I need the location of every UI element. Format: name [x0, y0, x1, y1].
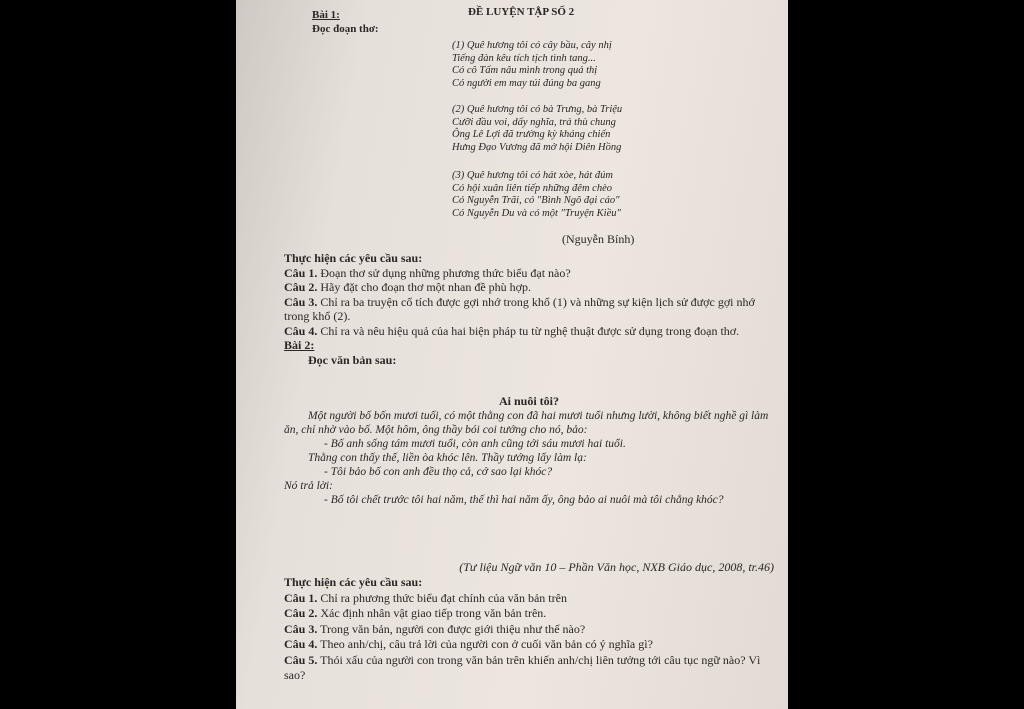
question-4: Câu 4. Theo anh/chị, câu trả lời của người con ở cuối văn bản có ý nghĩa gì?	[284, 637, 653, 651]
poem-line: Cưỡi đầu voi, dấy nghĩa, trả thù chung	[452, 116, 616, 128]
question-4: Câu 4. Chỉ ra và nêu hiệu quả của hai biện pháp tu từ nghệ thuật được sử dụng trong đoạn thơ.	[284, 323, 740, 338]
poem-line: Có hội xuân liên tiếp những đêm chèo	[452, 182, 612, 194]
question-3: Câu 3. Chỉ ra ba truyện cổ tích được gợi nhớ trong khổ (1) và những sự kiện lịch sử được gợi nhớ trong khổ (2).	[284, 294, 755, 323]
question-3: Câu 3. Trong văn bản, người con được giới thiệu như thế nào?	[284, 621, 586, 636]
requirements-heading: Thực hiện các yêu cầu sau:	[284, 251, 423, 265]
poem-stanza-1	[452, 40, 612, 90]
question-5: Câu 5. Thói xấu của người con trong văn bản trên khiến anh/chị liên tưởng tới câu tục ngữ nào? Vì sao?	[284, 652, 761, 682]
story-title: Ai nuôi tôi?	[498, 394, 559, 408]
poem-line: Hưng Đạo Vương đã mở hội Diên Hồng	[452, 141, 622, 153]
poem-line: Tiếng đàn kêu tích tịch tình tang...	[452, 52, 596, 64]
requirements-heading: Thực hiện các yêu cầu sau:	[284, 575, 423, 589]
story-text	[284, 409, 774, 507]
page-title: ĐỀ LUYỆN TẬP SỐ 2	[468, 6, 575, 18]
section-1-label: Bài 1:	[312, 9, 340, 21]
question-1: Câu 1. Chỉ ra phương thức biểu đạt chính của văn bản trên	[284, 590, 567, 605]
poem-line: (3) Quê hương tôi có hát xòe, hát đúm	[452, 170, 613, 181]
story-source: (Tư liệu Ngữ văn 10 – Phần Văn học, NXB Giáo dục, 2008, tr.46)	[459, 560, 774, 574]
exam-paper	[236, 0, 788, 709]
section-2-instruction: Đọc văn bản sau:	[308, 352, 397, 367]
poem-line: (1) Quê hương tôi có cây bầu, cây nhị	[452, 40, 612, 51]
section-1-instruction: Đọc đoạn thơ:	[312, 23, 379, 35]
poem-stanza-3	[452, 170, 621, 220]
poem-line: Có người em may túi đúng ba gang	[452, 77, 601, 89]
question-2: Câu 2. Hãy đặt cho đoạn thơ một nhan đề phù hợp.	[284, 280, 531, 294]
poem-line: Có cô Tấm nâu mình trong quả thị	[452, 65, 598, 77]
story-paragraph: Một người bố bốn mươi tuổi, có một thằng con đã hai mươi tuổi nhưng lười, không biết nghề gì làm ăn, chỉ nhờ vào bố. Một hôm, ông thầy bói coi tướng cho nó, bảo:	[284, 410, 769, 436]
section-2-questions	[284, 575, 774, 684]
poem-line: Có Nguyễn Du và có một "Truyện Kiều"	[452, 207, 621, 219]
story-line: - Bố anh sống tám mươi tuổi, còn anh cũng tới sáu mươi hai tuổi.	[324, 438, 626, 450]
story-line: - Tôi bảo bố con anh đều thọ cả, cớ sao lại khóc?	[324, 466, 553, 478]
question-2: Câu 2. Xác định nhân vật giao tiếp trong văn bản trên.	[284, 606, 547, 620]
question-1: Câu 1. Đoạn thơ sử dụng những phương thức biểu đạt nào?	[284, 265, 571, 280]
story-line: Nó trả lời:	[284, 480, 333, 492]
story-line: - Bố tôi chết trước tôi hai năm, thế thì hai năm ấy, ông bảo ai nuôi mà tôi chẳng khóc?	[324, 494, 724, 506]
poem-line: (2) Quê hương tôi có bà Trưng, bà Triệu	[452, 104, 623, 115]
poem-line: Có Nguyễn Trãi, có "Bình Ngô đại cáo"	[452, 195, 620, 207]
poem-author: (Nguyễn Bính)	[562, 232, 635, 246]
story-line: Thằng con thấy thế, liền òa khóc lên. Thầy tướng lấy làm lạ:	[308, 452, 587, 464]
poem-line: Ông Lê Lợi đã trường kỳ kháng chiến	[452, 129, 611, 141]
section-1-questions	[284, 251, 774, 367]
poem-stanza-2	[452, 104, 622, 154]
section-2-label: Bài 2:	[284, 338, 315, 352]
